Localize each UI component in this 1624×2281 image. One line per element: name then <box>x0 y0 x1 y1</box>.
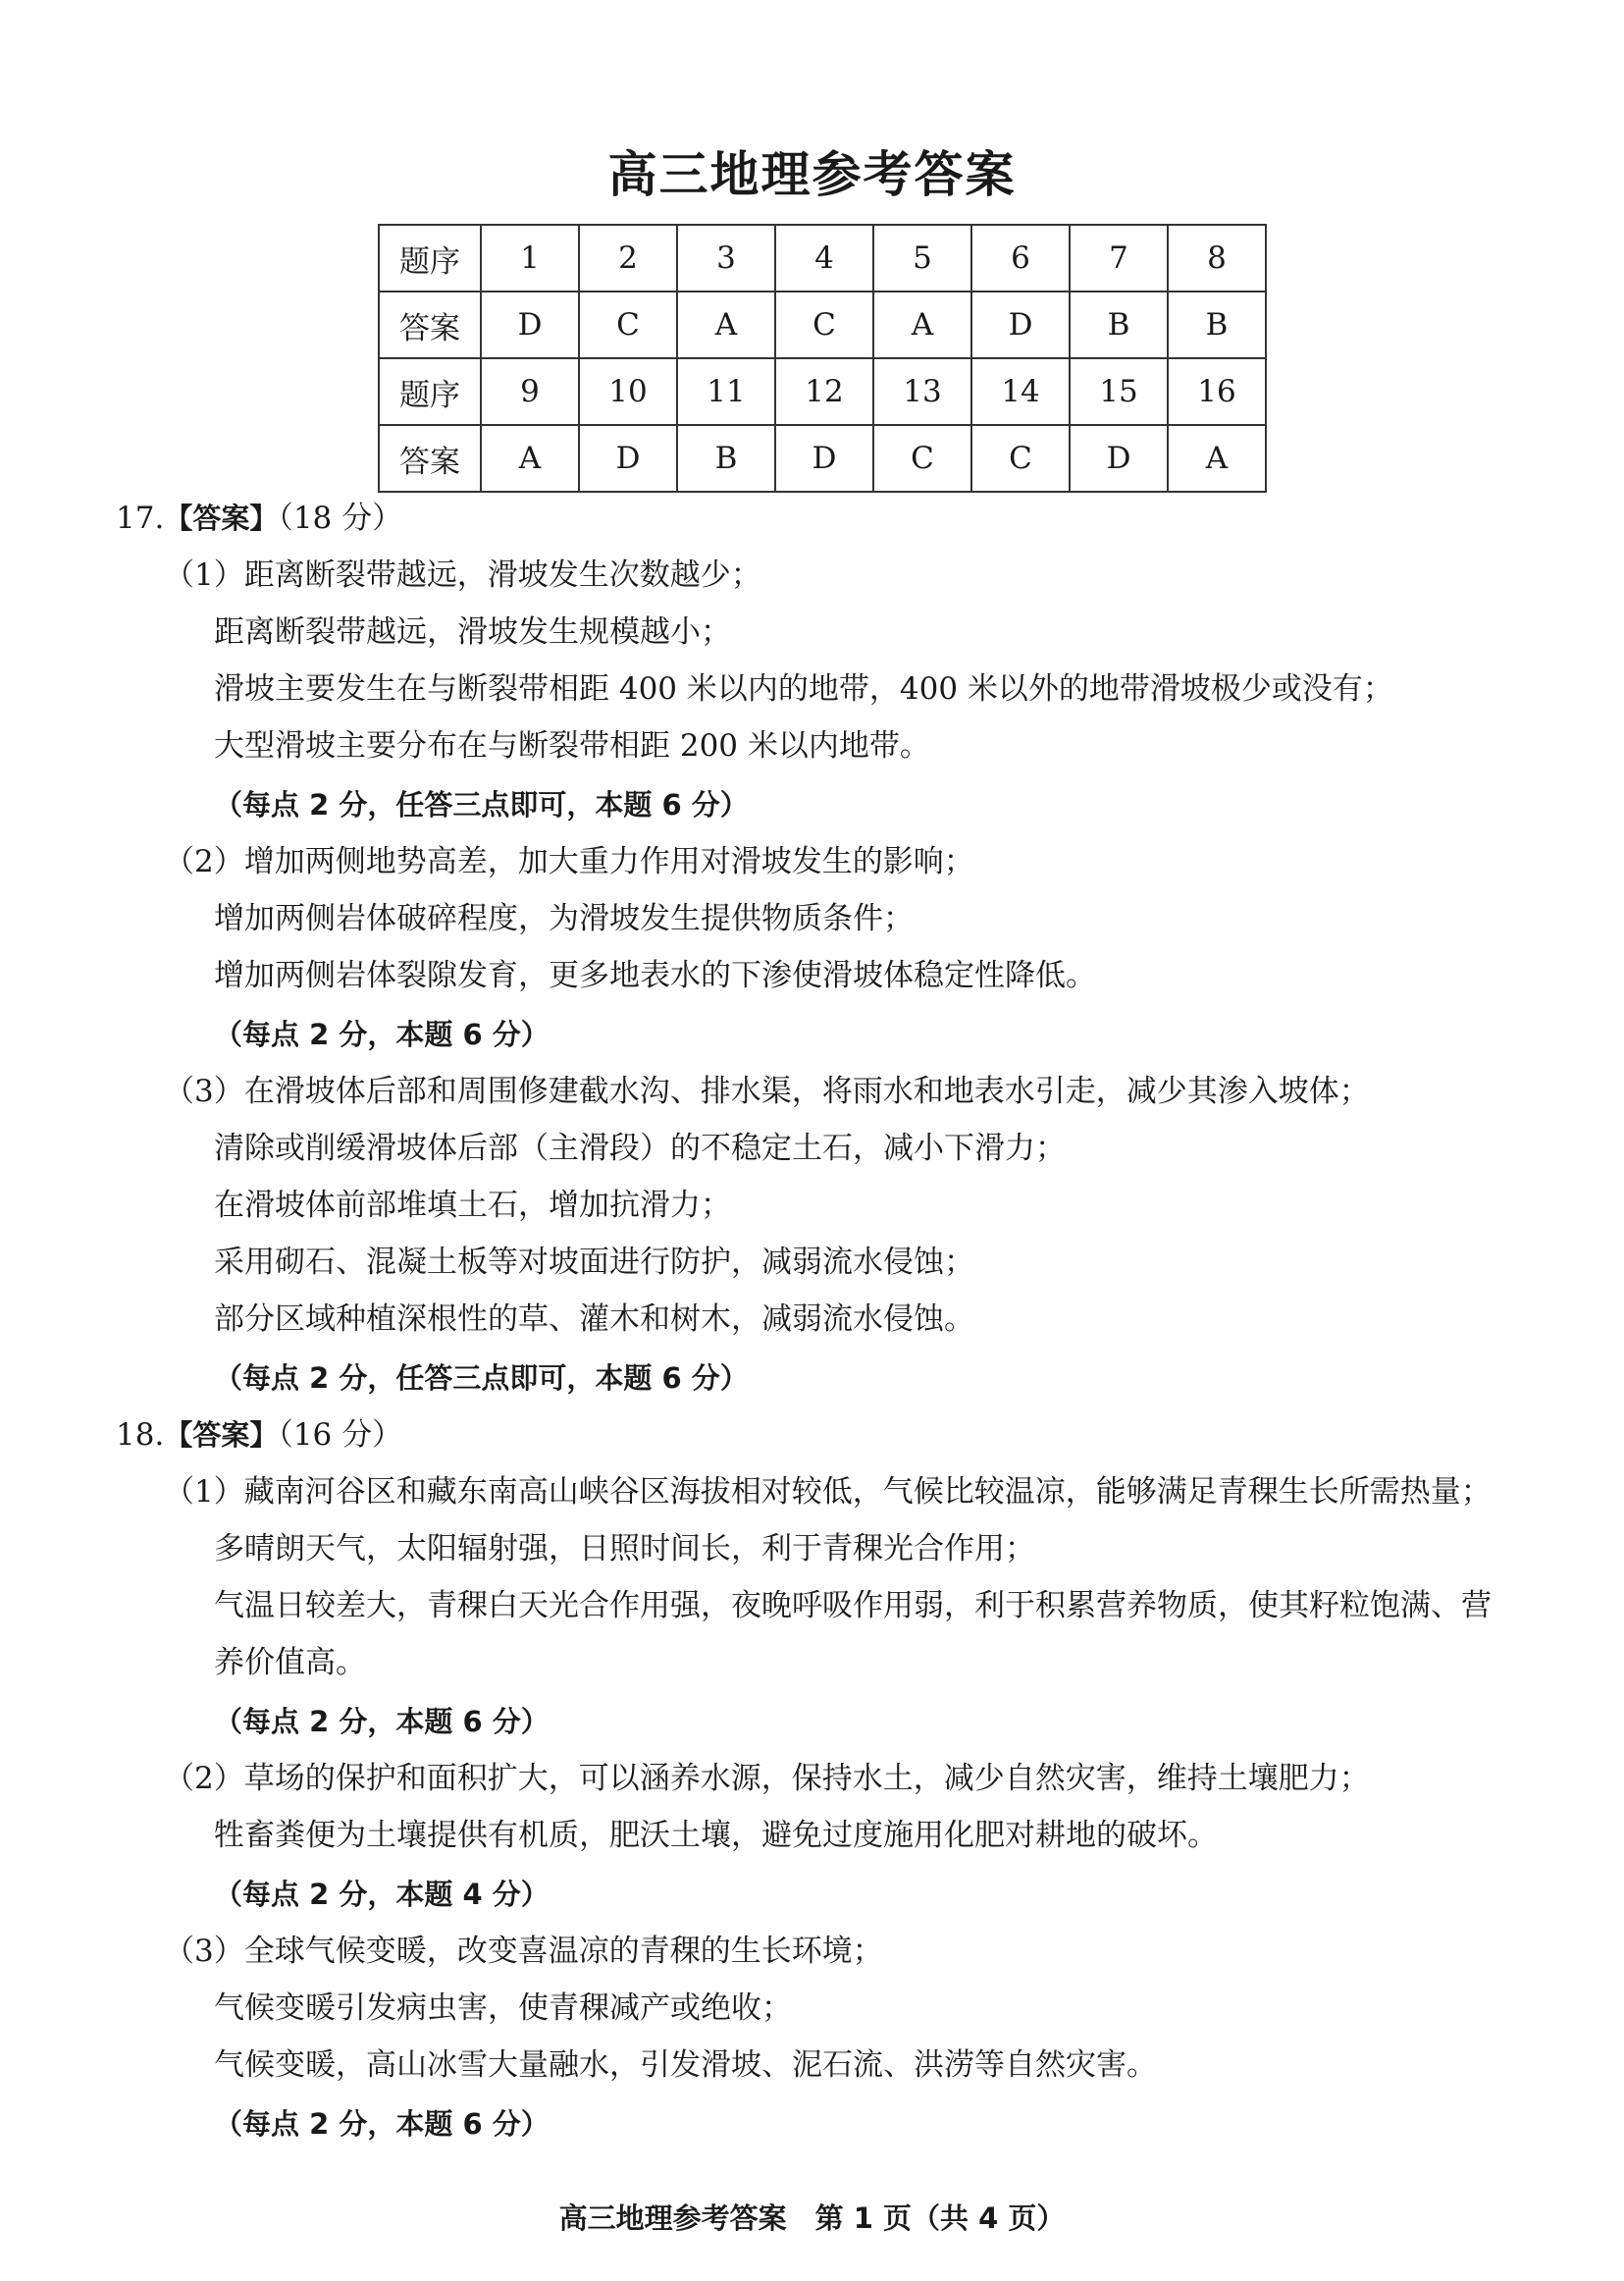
row-label: 答案 <box>379 425 481 492</box>
table-cell: 3 <box>677 225 775 292</box>
table-cell: 5 <box>873 225 971 292</box>
q17-part1-line: 滑坡主要发生在与断裂带相距 400 米以内的地带，400 米以外的地带滑坡极少或没有； <box>214 671 1393 707</box>
q18-part3-line: （3）全球气候变暖，改变喜温凉的青稞的生长环境； <box>164 1934 883 1969</box>
q17-part3-line: 在滑坡体前部堆填土石，增加抗滑力； <box>214 1188 731 1223</box>
table-cell: 13 <box>873 358 971 425</box>
page-title: 高三地理参考答案 <box>607 146 1017 203</box>
table-cell: 12 <box>775 358 873 425</box>
table-cell: 6 <box>971 225 1070 292</box>
table-cell: 2 <box>579 225 677 292</box>
table-cell: C <box>775 292 873 358</box>
table-cell: A <box>677 292 775 358</box>
q18-part1-line: 气温日较差大，青稞白天光合作用强，夜晚呼吸作用弱，利于积累营养物质，使其籽粒饱满、营 <box>214 1588 1492 1623</box>
table-cell: C <box>971 425 1070 492</box>
table-row <box>379 425 1266 492</box>
q17-part1-score-note: （每点 2 分，任答三点即可，本题 6 分） <box>214 788 749 822</box>
table-cell: 11 <box>677 358 775 425</box>
q17-part1-line: （1）距离断裂带越远，滑坡发生次数越少； <box>164 557 761 593</box>
table-cell: D <box>971 292 1070 358</box>
question-score: （16 分） <box>278 1417 403 1453</box>
row-label: 题序 <box>379 225 481 292</box>
table-row <box>379 292 1266 358</box>
table-cell: 10 <box>579 358 677 425</box>
table-cell: D <box>1070 425 1168 492</box>
answer-table <box>378 224 1267 493</box>
table-row <box>379 358 1266 425</box>
q17-part3-line: 清除或削缓滑坡体后部（主滑段）的不稳定土石，减小下滑力； <box>214 1131 1066 1166</box>
table-cell: D <box>481 292 579 358</box>
q18-part3-line: 气候变暖，高山冰雪大量融水，引发滑坡、泥石流、洪涝等自然灾害。 <box>214 2047 1157 2083</box>
table-cell: D <box>579 425 677 492</box>
question-18-heading <box>116 1415 402 1455</box>
table-cell: 7 <box>1070 225 1168 292</box>
question-17-heading <box>116 499 402 538</box>
row-label: 答案 <box>379 292 481 358</box>
q18-part1-line: 多晴朗天气，太阳辐射强，日照时间长，利于青稞光合作用； <box>214 1531 1035 1566</box>
q17-part2-line: 增加两侧岩体破碎程度，为滑坡发生提供物质条件； <box>214 901 914 936</box>
q18-part2-score-note: （每点 2 分，本题 4 分） <box>214 1878 550 1911</box>
table-cell: 8 <box>1168 225 1266 292</box>
q17-part3-line: 部分区域种植深根性的草、灌木和树木，减弱流水侵蚀。 <box>214 1301 974 1337</box>
q18-part2-line: （2）草场的保护和面积扩大，可以涵养水源，保持水土，减少自然灾害，维持土壤肥力； <box>164 1761 1370 1796</box>
table-row <box>379 225 1266 292</box>
q18-part3-score-note: （每点 2 分，本题 6 分） <box>214 2107 550 2141</box>
question-score: （18 分） <box>278 501 403 536</box>
table-cell: 1 <box>481 225 579 292</box>
q18-part1-line: （1）藏南河谷区和藏东南高山峡谷区海拔相对较低，气候比较温凉，能够满足青稞生长所需热量； <box>164 1474 1492 1510</box>
table-cell: C <box>579 292 677 358</box>
table-cell: A <box>1168 425 1266 492</box>
q17-part3-line: 采用砌石、混凝土板等对坡面进行防护，减弱流水侵蚀； <box>214 1245 974 1280</box>
answer-label: 【答案】 <box>164 502 279 535</box>
q18-part1-score-note: （每点 2 分，本题 6 分） <box>214 1705 550 1738</box>
page-footer: 高三地理参考答案 第 1 页（共 4 页） <box>558 2201 1066 2235</box>
q17-part3-score-note: （每点 2 分，任答三点即可，本题 6 分） <box>214 1361 749 1395</box>
q17-part1-line: 距离断裂带越远，滑坡发生规模越小； <box>214 614 731 650</box>
table-cell: 9 <box>481 358 579 425</box>
q17-part3-line: （3）在滑坡体后部和周围修建截水沟、排水渠，将雨水和地表水引走，减少其渗入坡体； <box>164 1074 1370 1109</box>
table-cell: 15 <box>1070 358 1168 425</box>
q17-part2-line: 增加两侧岩体裂隙发育，更多地表水的下渗使滑坡体稳定性降低。 <box>214 958 1096 993</box>
table-cell: A <box>873 292 971 358</box>
table-cell: 4 <box>775 225 873 292</box>
q17-part2-line: （2）增加两侧地势高差，加大重力作用对滑坡发生的影响； <box>164 844 974 879</box>
table-cell: B <box>1070 292 1168 358</box>
answer-label: 【答案】 <box>164 1418 279 1452</box>
question-number: 17. <box>116 501 165 536</box>
table-cell: D <box>775 425 873 492</box>
q17-part2-score-note: （每点 2 分，本题 6 分） <box>214 1018 550 1051</box>
row-label: 题序 <box>379 358 481 425</box>
q17-part1-line: 大型滑坡主要分布在与断裂带相距 200 米以内地带。 <box>214 728 930 764</box>
table-cell: B <box>1168 292 1266 358</box>
table-cell: 14 <box>971 358 1070 425</box>
table-cell: B <box>677 425 775 492</box>
question-number: 18. <box>116 1417 165 1453</box>
q18-part2-line: 牲畜粪便为土壤提供有机质，肥沃土壤，避免过度施用化肥对耕地的破坏。 <box>214 1818 1218 1853</box>
table-cell: A <box>481 425 579 492</box>
table-cell: 16 <box>1168 358 1266 425</box>
q18-part1-line: 养价值高。 <box>214 1645 366 1680</box>
q18-part3-line: 气候变暖引发病虫害，使青稞减产或绝收； <box>214 1990 792 2026</box>
table-cell: C <box>873 425 971 492</box>
